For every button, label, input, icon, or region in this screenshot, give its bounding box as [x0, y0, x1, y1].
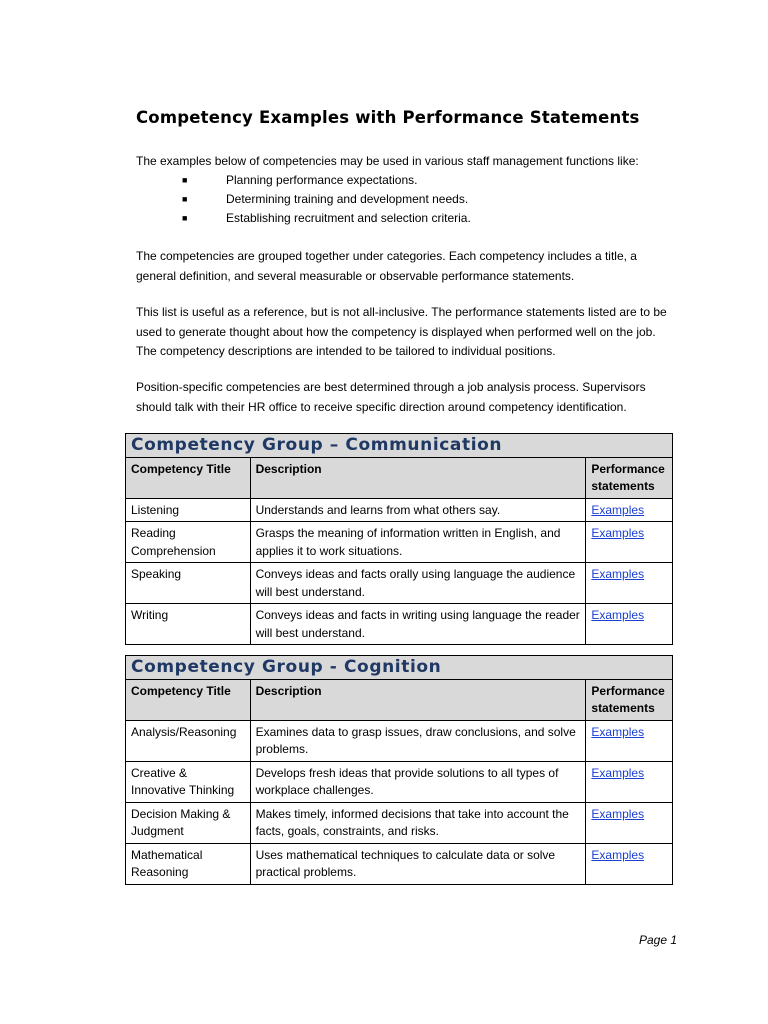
table-header-row	[126, 457, 673, 498]
examples-link[interactable]: Examples	[591, 724, 645, 739]
communication-table	[125, 433, 673, 645]
position-paragraph: Position-specific competencies are best determined through a job analysis process. Supervisors should talk with their HR office to receive specific direction around competency identification.	[136, 380, 646, 414]
examples-link[interactable]: Examples	[591, 502, 645, 517]
intro-paragraph: The examples below of competencies may be used in various staff management functions like:	[136, 154, 639, 168]
table-row	[126, 843, 673, 884]
competency-title: Decision Making & Judgment	[126, 802, 251, 843]
column-header: Performance statements	[586, 679, 673, 720]
examples-link[interactable]: Examples	[591, 567, 645, 581]
list-item	[136, 190, 471, 209]
table-row	[126, 563, 673, 604]
examples-link[interactable]: Examples	[591, 847, 645, 862]
table-row	[126, 802, 673, 843]
examples-link[interactable]: Examples	[591, 765, 645, 780]
group-title: Competency Group - Cognition	[126, 656, 673, 680]
table-row	[126, 604, 673, 645]
bullet-text: Establishing recruitment and selection criteria.	[226, 211, 471, 225]
competency-title: Writing	[126, 604, 251, 645]
table-row	[126, 522, 673, 563]
bullet-marker: ■	[182, 213, 188, 223]
column-header: Description	[250, 457, 586, 498]
table-row	[126, 761, 673, 802]
column-header: Competency Title	[126, 679, 251, 720]
bullet-marker: ■	[182, 194, 188, 204]
examples-link[interactable]: Examples	[591, 526, 645, 540]
column-header: Competency Title	[126, 457, 251, 498]
bullet-marker: ■	[182, 175, 188, 185]
bullet-list	[136, 171, 471, 228]
examples-link[interactable]: Examples	[591, 608, 645, 622]
competency-description: Grasps the meaning of information written in English, and applies it to work situations.	[250, 522, 586, 563]
categories-paragraph: The competencies are grouped together under categories. Each competency includes a title, a general definition, and several measurable or observable performance statements.	[136, 249, 637, 283]
group-title: Competency Group – Communication	[126, 434, 673, 458]
bullet-text: Planning performance expectations.	[226, 173, 418, 187]
competency-description: Conveys ideas and facts orally using language the audience will best understand.	[250, 563, 586, 604]
competency-title: Creative & Innovative Thinking	[126, 761, 251, 802]
competency-description: Makes timely, informed decisions that take into account the facts, goals, constraints, and risks.	[250, 802, 586, 843]
list-item	[136, 171, 471, 190]
table-row	[126, 720, 673, 761]
page-number: Page 1	[639, 933, 678, 947]
column-header: Performance statements	[586, 457, 673, 498]
competency-title: Listening	[126, 498, 251, 522]
table-header-row	[126, 679, 673, 720]
list-item	[136, 209, 471, 228]
competency-title: Reading Comprehension	[126, 522, 251, 563]
cognition-table	[125, 655, 673, 885]
competency-description: Conveys ideas and facts in writing using language the reader will best understand.	[250, 604, 586, 645]
examples-link[interactable]: Examples	[591, 806, 645, 821]
competency-title: Mathematical Reasoning	[126, 843, 251, 884]
competency-title: Speaking	[126, 563, 251, 604]
reference-paragraph: This list is useful as a reference, but is not all-inclusive. The performance statements listed are to be used to generate thought about how the competency is displayed when performed well on the job. The competency descriptions are intended to be tailored to individual positions.	[136, 305, 667, 358]
competency-description: Uses mathematical techniques to calculate data or solve practical problems.	[250, 843, 586, 884]
competency-description: Examines data to grasp issues, draw conclusions, and solve problems.	[250, 720, 586, 761]
page-title: Competency Examples with Performance Statements	[136, 108, 640, 127]
table-row	[126, 498, 673, 522]
competency-description: Understands and learns from what others say.	[250, 498, 586, 522]
competency-description: Develops fresh ideas that provide solutions to all types of workplace challenges.	[250, 761, 586, 802]
bullet-text: Determining training and development needs.	[226, 192, 469, 206]
competency-title: Analysis/Reasoning	[126, 720, 251, 761]
column-header: Description	[250, 679, 586, 720]
